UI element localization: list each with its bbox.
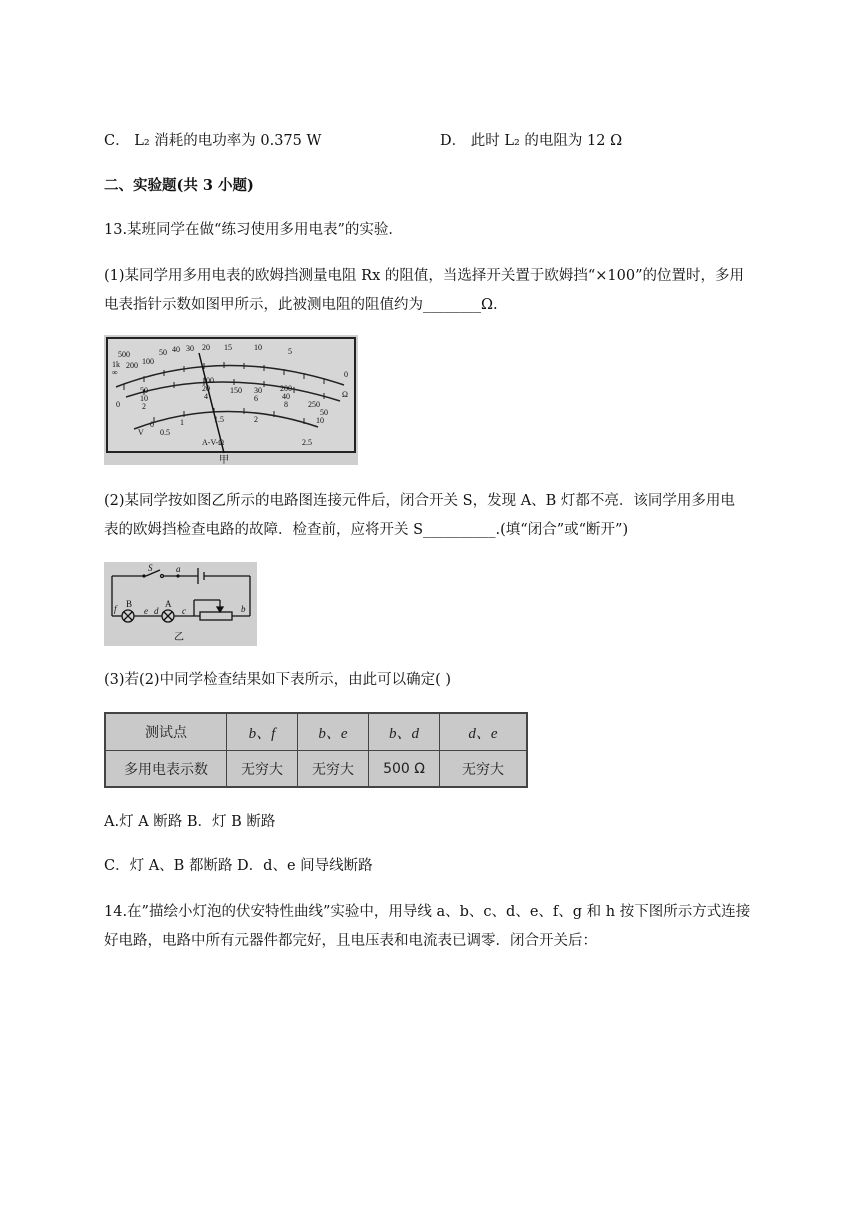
dc-label-6: 6 bbox=[254, 394, 258, 403]
ac-label-1-5: 1.5 bbox=[214, 415, 224, 424]
dc-label-100: 100 bbox=[202, 376, 214, 385]
knob-label: A-V-Ω bbox=[202, 438, 225, 447]
table-header-cell: 测试点 bbox=[105, 713, 227, 751]
label-lamp-a: A bbox=[165, 599, 172, 609]
ohm-label-40: 40 bbox=[172, 345, 180, 354]
ac-label-2-5: 2.5 bbox=[302, 438, 312, 447]
ohm-label-100: 100 bbox=[142, 357, 154, 366]
ac-label-0-5: 0.5 bbox=[160, 428, 170, 437]
dc-label-2: 2 bbox=[142, 402, 146, 411]
dc-label-40: 40 bbox=[282, 392, 290, 401]
ohm-label-50: 50 bbox=[159, 348, 167, 357]
q13-part1-line2: 电表指针示数如图甲所示，此被测电阻的阻值约为________Ω. bbox=[104, 297, 498, 313]
ohm-label-20: 20 bbox=[202, 343, 210, 352]
circuit-drawing bbox=[104, 562, 257, 646]
q13-part3: (3)若(2)中同学检查结果如下表所示，由此可以确定( ) bbox=[104, 672, 451, 688]
dc-label-250: 250 bbox=[308, 400, 320, 409]
figure-yi-caption: 乙 bbox=[174, 632, 184, 643]
test-results-table bbox=[104, 712, 528, 788]
label-d: d bbox=[154, 606, 159, 616]
ohm-unit-label: Ω bbox=[342, 390, 348, 399]
label-a: a bbox=[176, 564, 181, 574]
ohm-label-500: 500 bbox=[118, 350, 130, 359]
section-title: 二、实验题(共 3 小题) bbox=[104, 177, 254, 194]
q13-part2-line1: (2)某同学按如图乙所示的电路图连接元件后，闭合开关 S，发现 A、B 灯都不亮．该同学用多用电 bbox=[104, 493, 735, 509]
dc-label-50: 50 bbox=[140, 386, 148, 395]
table-cell: 无穷大 bbox=[227, 751, 298, 787]
dc-label-4: 4 bbox=[204, 392, 208, 401]
option-d: D． 此时 L₂ 的电阻为 12 Ω bbox=[440, 133, 623, 149]
table-header-cell: d、e bbox=[440, 713, 528, 751]
label-b: b bbox=[241, 604, 246, 614]
ohm-label-1k: 1k bbox=[112, 360, 120, 369]
ohm-label-inf: ∞ bbox=[112, 368, 118, 377]
q13-options-cd: C．灯 A、B 都断路 D．d、e 间导线断路 bbox=[104, 858, 373, 874]
dc-label-10b: 10 bbox=[316, 416, 324, 425]
dc-label-150: 150 bbox=[230, 386, 242, 395]
table-cell: 多用电表示数 bbox=[105, 751, 227, 787]
ohm-label-200: 200 bbox=[126, 361, 138, 370]
ohm-label-0: 0 bbox=[344, 370, 348, 379]
table-cell: 500 Ω bbox=[369, 751, 440, 787]
label-switch-s: S bbox=[148, 563, 153, 573]
figure-jia-caption: 甲 bbox=[219, 455, 229, 465]
q13-options-ab: A.灯 A 断路 B．灯 B 断路 bbox=[104, 814, 276, 830]
ac-label-1: 1 bbox=[180, 418, 184, 427]
label-lamp-b: B bbox=[126, 599, 133, 609]
q13-part1-line1: (1)某同学用多用电表的欧姆挡测量电阻 Rx 的阻值，当选择开关置于欧姆挡“×100”的位置时，多用 bbox=[104, 268, 745, 284]
q13-part2-line2: 表的欧姆挡检查电路的故障．检查前，应将开关 S__________.(填“闭合”或“断开”) bbox=[104, 522, 629, 538]
multimeter-dial-drawing bbox=[104, 335, 358, 465]
option-c: C． L₂ 消耗的电功率为 0.375 W bbox=[104, 133, 322, 149]
q14-line2: 好电路，电路中所有元器件都完好，且电压表和电流表已调零．闭合开关后： bbox=[104, 933, 597, 949]
dc-label-200: 200 bbox=[280, 384, 292, 393]
ohm-label-15: 15 bbox=[224, 343, 232, 352]
table-row bbox=[105, 751, 527, 787]
table-header-cell: b、d bbox=[369, 713, 440, 751]
table-cell: 无穷大 bbox=[440, 751, 528, 787]
figure-jia-multimeter-dial bbox=[104, 335, 358, 465]
label-e: e bbox=[144, 606, 148, 616]
dc-label-0: 0 bbox=[116, 400, 120, 409]
dc-label-20: 20 bbox=[202, 384, 210, 393]
label-c: c bbox=[182, 606, 186, 616]
q14-line1: 14.在”描绘小灯泡的伏安特性曲线”实验中，用导线 a、b、c、d、e、f、g 和 h 按下图所示方式连接 bbox=[104, 904, 751, 920]
ohm-label-30: 30 bbox=[186, 344, 194, 353]
table-header-row bbox=[105, 713, 527, 751]
figure-yi-circuit bbox=[104, 562, 257, 646]
ohm-label-5: 5 bbox=[288, 347, 292, 356]
dc-label-8: 8 bbox=[284, 400, 288, 409]
ohm-label-10: 10 bbox=[254, 343, 262, 352]
table-header-cell: b、e bbox=[298, 713, 369, 751]
table-header-cell: b、f bbox=[227, 713, 298, 751]
table-cell: 无穷大 bbox=[298, 751, 369, 787]
ac-label-0: 0 bbox=[150, 420, 154, 429]
dc-label-30: 30 bbox=[254, 386, 262, 395]
dc-label-10: 10 bbox=[140, 394, 148, 403]
ac-label-2: 2 bbox=[254, 415, 258, 424]
q13-stem: 13.某班同学在做“练习使用多用电表”的实验． bbox=[104, 222, 403, 238]
dc-label-50b: 50 bbox=[320, 408, 328, 417]
ac-label-v: V bbox=[138, 428, 144, 437]
label-f: f bbox=[114, 604, 117, 614]
